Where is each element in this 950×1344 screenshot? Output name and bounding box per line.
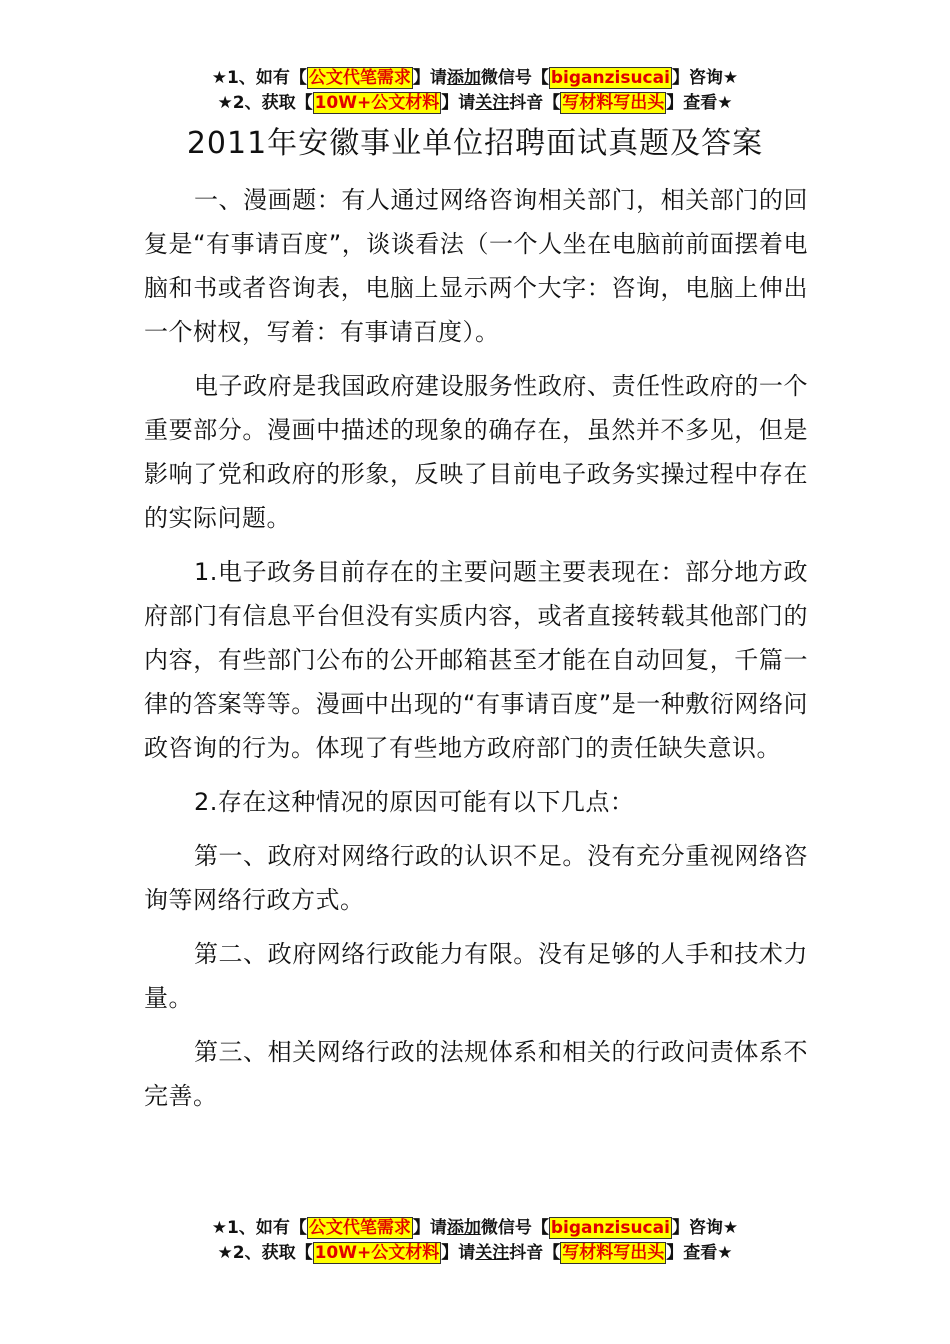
document-title: 2011年安徽事业单位招聘面试真题及答案 xyxy=(186,126,764,161)
highlight-materials: 10W+公文材料 xyxy=(314,93,440,113)
highlight-wechat-id: biganzisucai xyxy=(550,1218,670,1238)
promo-line-1: ★1、如有【 公文代笔需求 】请添加微信号【 biganzisucai 】咨询★ xyxy=(211,68,739,88)
paragraph-1: 一、漫画题：有人通过网络咨询相关部门，相关部门的回复是“有事请百度”，谈谈看法（一个人坐在电脑前前面摆着电脑和书或者咨询表，电脑上显示两个大字：咨询，电脑上伸出一个树杈，写着：有事请百度）。 xyxy=(144,186,808,346)
paragraph-6: 第二、政府网络行政能力有限。没有足够的人手和技术力量。 xyxy=(144,940,808,1012)
highlight-wechat-id: biganzisucai xyxy=(550,68,670,88)
highlight-writing-service: 公文代笔需求 xyxy=(308,1218,411,1238)
highlight-writing-service: 公文代笔需求 xyxy=(308,68,411,88)
document-body xyxy=(144,178,808,1128)
paragraph-5: 第一、政府对网络行政的认识不足。没有充分重视网络咨询等网络行政方式。 xyxy=(144,842,808,914)
promo-header xyxy=(0,66,950,116)
paragraph-2: 电子政府是我国政府建设服务性政府、责任性政府的一个重要部分。漫画中描述的现象的确存在，虽然并不多见，但是影响了党和政府的形象，反映了目前电子政务实操过程中存在的实际问题。 xyxy=(144,372,808,532)
paragraph-3: 1.电子政务目前存在的主要问题主要表现在：部分地方政府部门有信息平台但没有实质内容，或者直接转载其他部门的内容，有些部门公布的公开邮箱甚至才能在自动回复，千篇一律的答案等等。漫画中出现的“有事请百度”是一种敷衍网络问政咨询的行为。体现了有些地方政府部门的责任缺失意识。 xyxy=(144,558,808,762)
promo-line-2: ★2、获取【 10W+公文材料 】请关注抖音【 写材料写出头 】查看★ xyxy=(217,93,733,113)
highlight-materials: 10W+公文材料 xyxy=(314,1243,440,1263)
paragraph-7: 第三、相关网络行政的法规体系和相关的行政问责体系不完善。 xyxy=(144,1038,808,1110)
promo-footer xyxy=(0,1216,950,1266)
highlight-douyin-account: 写材料写出头 xyxy=(562,93,665,113)
paragraph-4: 2.存在这种情况的原因可能有以下几点： xyxy=(194,788,635,816)
promo-line-1: ★1、如有【 公文代笔需求 】请添加微信号【 biganzisucai 】咨询★ xyxy=(211,1218,739,1238)
promo-line-2: ★2、获取【 10W+公文材料 】请关注抖音【 写材料写出头 】查看★ xyxy=(217,1243,733,1263)
highlight-douyin-account: 写材料写出头 xyxy=(562,1243,665,1263)
